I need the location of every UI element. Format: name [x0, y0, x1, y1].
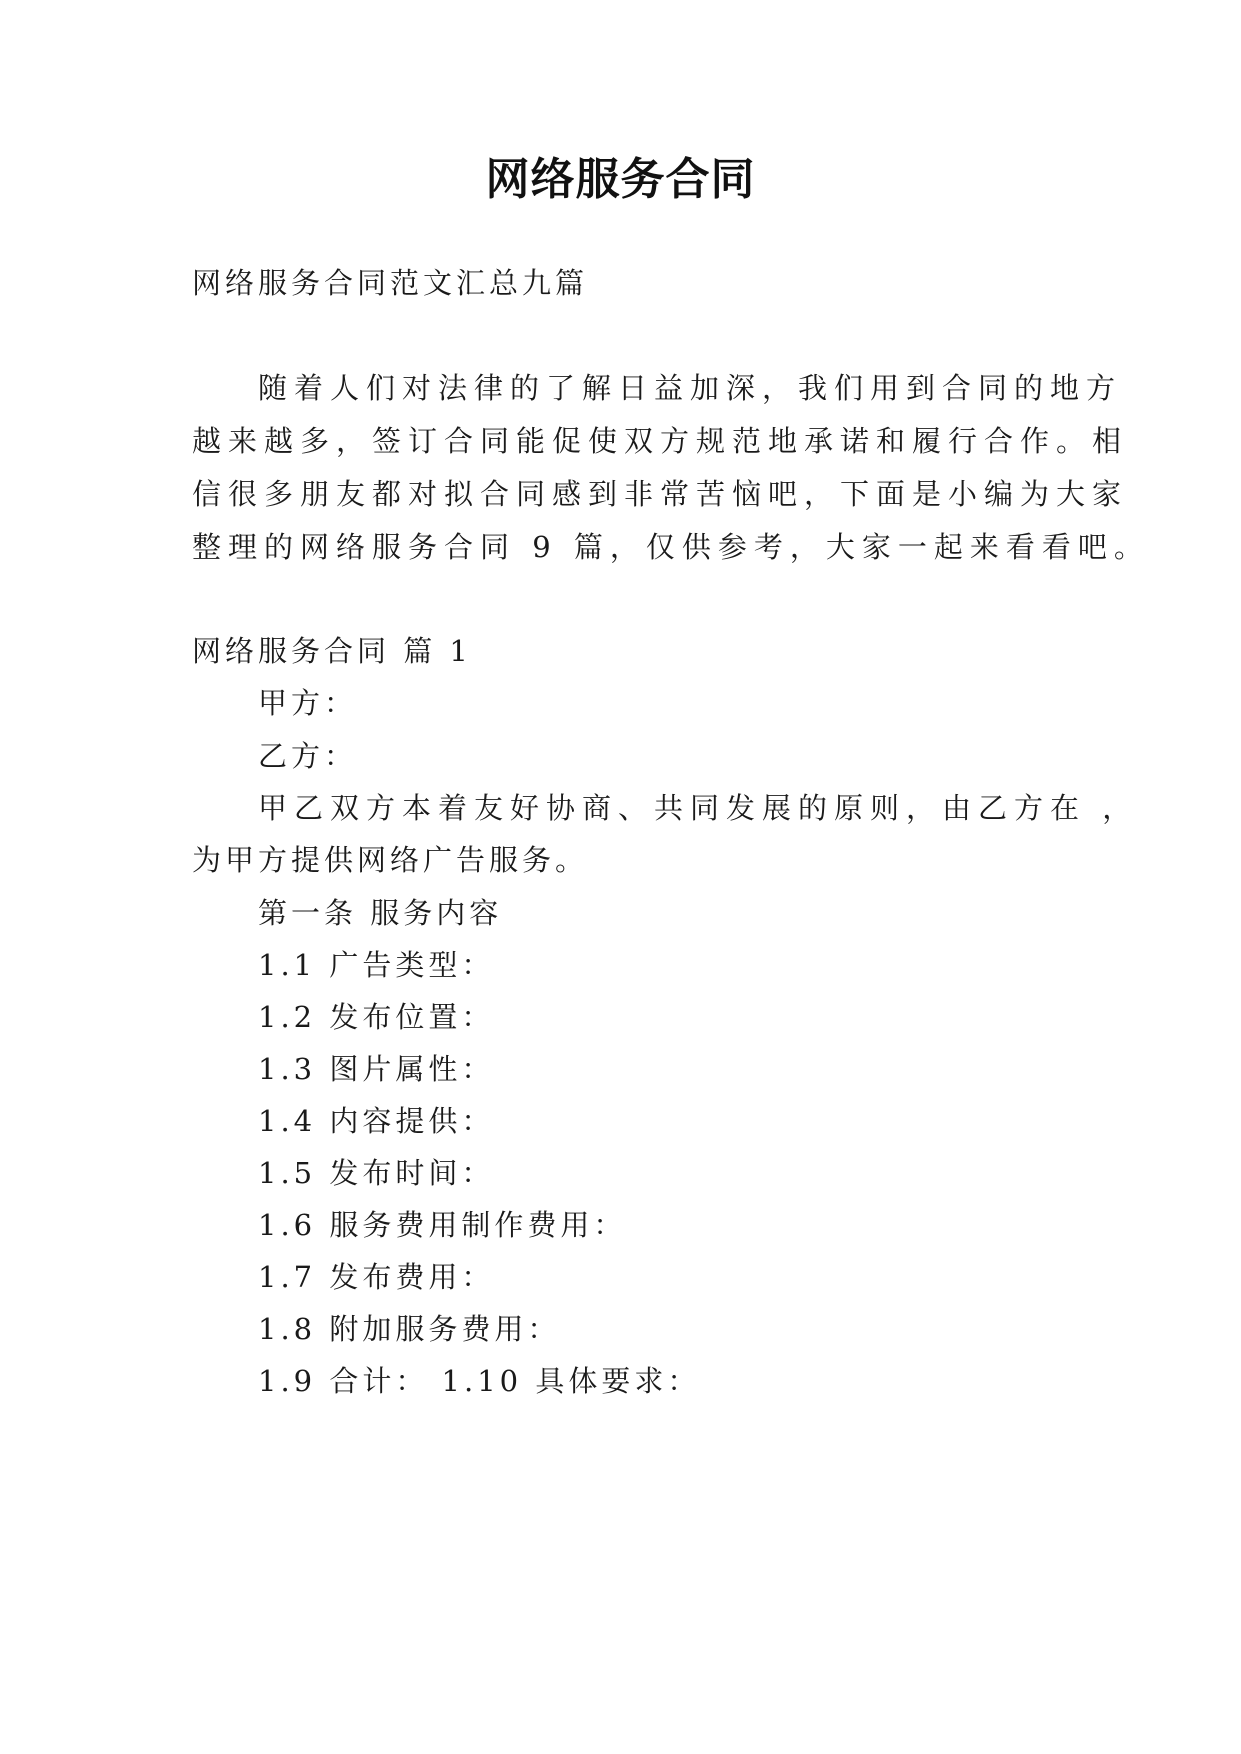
document-subtitle: 网络服务合同范文汇总九篇: [192, 266, 589, 300]
party-a-label: 甲方：: [258, 686, 358, 720]
list-item: 1.1 广告类型：: [258, 948, 495, 982]
paragraph-line-2: 为甲方提供网络广告服务。: [192, 843, 589, 877]
party-b-label: 乙方：: [258, 739, 358, 773]
list-item: 1.9 合计： 1.10 具体要求：: [258, 1364, 701, 1398]
list-item: 1.2 发布位置：: [258, 1000, 495, 1034]
paragraph-line-1: 甲乙双方本着友好协商、共同发展的原则，由乙方在 ，: [258, 791, 1139, 825]
document-title: 网络服务合同: [485, 154, 756, 205]
section-heading: 网络服务合同 篇 1: [192, 634, 472, 668]
intro-line-3: 信很多朋友都对拟合同感到非常苦恼吧，下面是小编为大家: [192, 477, 1129, 511]
intro-line-1: 随着人们对法律的了解日益加深，我们用到合同的地方: [258, 371, 1123, 405]
article-heading: 第一条 服务内容: [258, 896, 503, 930]
intro-line-4: 整理的网络服务合同 9 篇，仅供参考，大家一起来看看吧。: [192, 530, 1150, 564]
list-item: 1.8 附加服务费用：: [258, 1312, 561, 1346]
list-item: 1.4 内容提供：: [258, 1104, 495, 1138]
intro-line-2: 越来越多，签订合同能促使双方规范地承诺和履行合作。相: [192, 424, 1129, 458]
list-item: 1.3 图片属性：: [258, 1052, 495, 1086]
list-item: 1.7 发布费用：: [258, 1260, 495, 1294]
list-item: 1.5 发布时间：: [258, 1156, 495, 1190]
list-item: 1.6 服务费用制作费用：: [258, 1208, 627, 1242]
